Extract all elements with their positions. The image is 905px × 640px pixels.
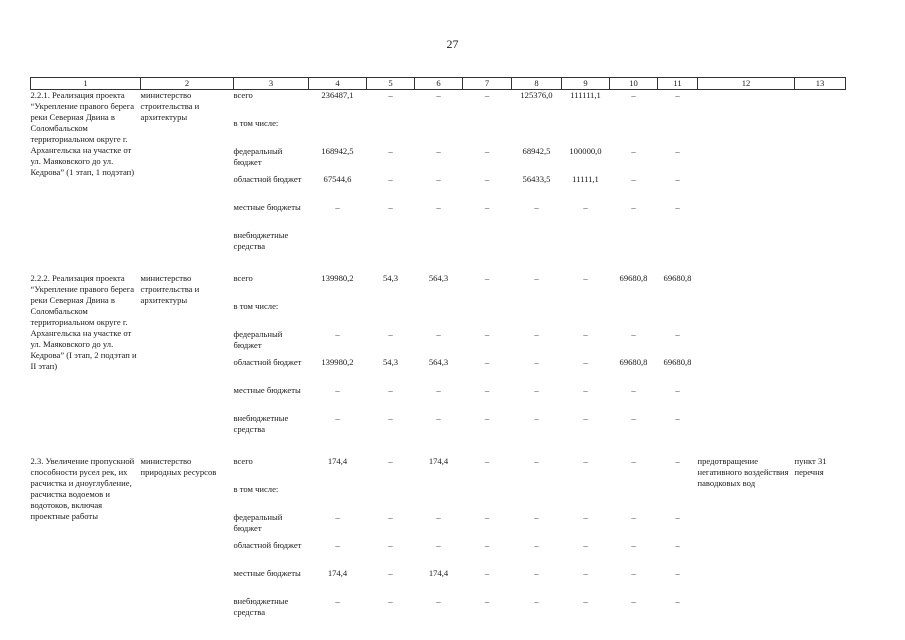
amount-cell bbox=[658, 301, 698, 329]
amount-cell: – bbox=[675, 568, 680, 578]
col-header-5: 5 bbox=[367, 78, 415, 90]
amount-cell: – bbox=[631, 596, 636, 606]
amount-cell: 139980,2 bbox=[321, 273, 354, 283]
amount-cell: – bbox=[631, 385, 636, 395]
funding-source: всего bbox=[233, 456, 253, 466]
amount-cell: – bbox=[675, 540, 680, 550]
amount-cell bbox=[562, 118, 610, 146]
amount-cell: – bbox=[335, 385, 340, 395]
amount-cell: – bbox=[631, 512, 636, 522]
funding-source: местные бюджеты bbox=[233, 568, 301, 578]
amount-cell: – bbox=[388, 174, 393, 184]
amount-cell: 54,3 bbox=[382, 357, 399, 367]
amount-cell: 174,4 bbox=[327, 456, 348, 466]
col-header-7: 7 bbox=[463, 78, 512, 90]
amount-cell: – bbox=[583, 413, 588, 423]
amount-cell bbox=[415, 301, 463, 329]
amount-cell: 69680,8 bbox=[663, 273, 692, 283]
amount-cell bbox=[512, 484, 562, 512]
block-spacer bbox=[31, 258, 846, 273]
amount-cell: – bbox=[675, 146, 680, 156]
amount-cell: – bbox=[436, 413, 441, 423]
amount-cell: – bbox=[484, 456, 490, 466]
amount-cell: – bbox=[484, 512, 490, 522]
amount-cell: – bbox=[534, 385, 539, 395]
amount-cell: – bbox=[335, 512, 340, 522]
amount-cell: 56433,5 bbox=[522, 174, 551, 184]
amount-cell: – bbox=[583, 273, 588, 283]
indicator-link: пункт 31 перечня bbox=[794, 456, 827, 477]
amount-cell: – bbox=[335, 202, 340, 212]
table-row bbox=[31, 90, 846, 119]
amount-cell: – bbox=[484, 90, 490, 100]
amount-cell: – bbox=[583, 202, 588, 212]
amount-cell: – bbox=[436, 540, 441, 550]
amount-cell: 139980,2 bbox=[321, 357, 354, 367]
expected-result bbox=[698, 90, 795, 259]
funding-source: местные бюджеты bbox=[233, 202, 301, 212]
amount-cell: 67544,6 bbox=[323, 174, 352, 184]
spacer-cell bbox=[31, 258, 846, 273]
amount-cell: – bbox=[388, 512, 393, 522]
amount-cell: – bbox=[675, 512, 680, 522]
amount-cell: – bbox=[675, 202, 680, 212]
col-header-13: 13 bbox=[795, 78, 846, 90]
funding-source: всего bbox=[233, 90, 253, 100]
amount-cell: 69680,8 bbox=[619, 357, 648, 367]
amount-cell bbox=[610, 301, 658, 329]
amount-cell bbox=[367, 118, 415, 146]
amount-cell bbox=[415, 484, 463, 512]
amount-cell: – bbox=[484, 146, 490, 156]
amount-cell: – bbox=[534, 413, 539, 423]
amount-cell: – bbox=[335, 413, 340, 423]
amount-cell: – bbox=[335, 596, 340, 606]
col-header-9: 9 bbox=[562, 78, 610, 90]
amount-cell: – bbox=[484, 329, 490, 339]
amount-cell: – bbox=[436, 329, 441, 339]
amount-cell: – bbox=[484, 413, 490, 423]
executor: министерство строительства и архитектуры bbox=[140, 273, 200, 305]
measure-name: 2.2.1. Реализация проекта “Укрепление правого берега реки Северная Двина в Соломбальском территориальном округе г. Архангельска на участке от ул. Маяковского до ул. Кедрова” (1 этап, 1 подэтап) bbox=[30, 90, 135, 177]
amount-cell: – bbox=[675, 456, 680, 466]
funding-source: в том числе: bbox=[233, 118, 279, 128]
amount-cell: – bbox=[675, 329, 680, 339]
amount-cell: – bbox=[675, 596, 680, 606]
amount-cell: – bbox=[583, 456, 588, 466]
col-header-10: 10 bbox=[610, 78, 658, 90]
funding-source: областной бюджет bbox=[233, 540, 302, 550]
amount-cell bbox=[309, 301, 367, 329]
header-row bbox=[31, 78, 846, 90]
amount-cell: – bbox=[631, 540, 636, 550]
amount-cell bbox=[562, 301, 610, 329]
amount-cell: – bbox=[436, 174, 441, 184]
amount-cell: – bbox=[388, 385, 393, 395]
measure-name: 2.3. Увеличение пропускной способности русел рек, их расчистка и дноуглубление, расчистка водоемов и водотоков, включая проектные работы bbox=[30, 456, 135, 521]
amount-cell: – bbox=[631, 146, 636, 156]
amount-cell bbox=[463, 301, 512, 329]
amount-cell: – bbox=[436, 512, 441, 522]
program-table bbox=[30, 77, 846, 624]
amount-cell: – bbox=[631, 456, 636, 466]
expected-result bbox=[698, 273, 795, 441]
funding-source: в том числе: bbox=[233, 484, 279, 494]
amount-cell: – bbox=[583, 385, 588, 395]
amount-cell: – bbox=[484, 357, 490, 367]
amount-cell: – bbox=[583, 596, 588, 606]
amount-cell bbox=[309, 230, 367, 258]
amount-cell: – bbox=[534, 512, 539, 522]
amount-cell: – bbox=[436, 146, 441, 156]
block-spacer bbox=[31, 441, 846, 456]
amount-cell bbox=[562, 484, 610, 512]
amount-cell: – bbox=[583, 357, 588, 367]
amount-cell: 69680,8 bbox=[663, 357, 692, 367]
amount-cell: – bbox=[388, 202, 393, 212]
amount-cell: – bbox=[631, 413, 636, 423]
amount-cell: 168942,5 bbox=[321, 146, 354, 156]
amount-cell: – bbox=[388, 540, 393, 550]
amount-cell bbox=[610, 230, 658, 258]
amount-cell: – bbox=[534, 273, 539, 283]
amount-cell: – bbox=[675, 174, 680, 184]
col-header-8: 8 bbox=[512, 78, 562, 90]
amount-cell bbox=[658, 230, 698, 258]
funding-source: всего bbox=[233, 273, 253, 283]
amount-cell: – bbox=[534, 568, 539, 578]
amount-cell bbox=[512, 118, 562, 146]
amount-cell: – bbox=[388, 456, 393, 466]
amount-cell bbox=[415, 230, 463, 258]
amount-cell: – bbox=[583, 540, 588, 550]
amount-cell: – bbox=[388, 413, 393, 423]
amount-cell: 54,3 bbox=[382, 273, 399, 283]
amount-cell: – bbox=[631, 202, 636, 212]
table-body bbox=[31, 90, 846, 625]
amount-cell: – bbox=[534, 202, 539, 212]
amount-cell: – bbox=[583, 512, 588, 522]
col-header-12: 12 bbox=[698, 78, 795, 90]
funding-source: федеральный бюджет bbox=[233, 512, 283, 533]
amount-cell bbox=[610, 484, 658, 512]
amount-cell: – bbox=[436, 596, 441, 606]
amount-cell: 564,3 bbox=[428, 357, 449, 367]
table-row bbox=[31, 273, 846, 301]
amount-cell: – bbox=[583, 568, 588, 578]
amount-cell bbox=[367, 301, 415, 329]
amount-cell: – bbox=[484, 596, 490, 606]
amount-cell: – bbox=[388, 596, 393, 606]
amount-cell: – bbox=[484, 174, 490, 184]
amount-cell: – bbox=[631, 329, 636, 339]
amount-cell bbox=[463, 118, 512, 146]
amount-cell bbox=[463, 230, 512, 258]
col-header-11: 11 bbox=[658, 78, 698, 90]
amount-cell: – bbox=[484, 385, 490, 395]
funding-source: областной бюджет bbox=[233, 174, 302, 184]
amount-cell: – bbox=[631, 174, 636, 184]
amount-cell: – bbox=[436, 385, 441, 395]
amount-cell: – bbox=[484, 568, 490, 578]
amount-cell: 174,4 bbox=[428, 456, 449, 466]
amount-cell bbox=[658, 484, 698, 512]
amount-cell: – bbox=[675, 385, 680, 395]
indicator-link bbox=[795, 90, 846, 259]
col-header-2: 2 bbox=[141, 78, 234, 90]
amount-cell: 11111,1 bbox=[572, 174, 599, 184]
amount-cell bbox=[309, 118, 367, 146]
funding-source: внебюджетные средства bbox=[233, 230, 289, 251]
amount-cell: – bbox=[388, 146, 393, 156]
funding-source: федеральный бюджет bbox=[233, 146, 283, 167]
amount-cell: – bbox=[534, 540, 539, 550]
amount-cell: 125376,0 bbox=[520, 90, 553, 100]
amount-cell: 174,4 bbox=[428, 568, 449, 578]
amount-cell bbox=[658, 118, 698, 146]
amount-cell: – bbox=[335, 329, 340, 339]
amount-cell bbox=[512, 301, 562, 329]
amount-cell: – bbox=[583, 329, 588, 339]
amount-cell: – bbox=[436, 202, 441, 212]
col-header-6: 6 bbox=[415, 78, 463, 90]
funding-source: местные бюджеты bbox=[233, 385, 301, 395]
page-number: 27 bbox=[446, 37, 459, 51]
indicator-link bbox=[795, 273, 846, 441]
amount-cell bbox=[367, 230, 415, 258]
spacer-cell bbox=[31, 441, 846, 456]
amount-cell bbox=[367, 484, 415, 512]
amount-cell: – bbox=[631, 90, 636, 100]
amount-cell: 68942,5 bbox=[522, 146, 551, 156]
funding-source: в том числе: bbox=[233, 301, 279, 311]
amount-cell bbox=[463, 484, 512, 512]
amount-cell: – bbox=[675, 413, 680, 423]
amount-cell: – bbox=[675, 90, 680, 100]
amount-cell: – bbox=[388, 90, 393, 100]
amount-cell bbox=[309, 484, 367, 512]
executor: министерство природных ресурсов bbox=[140, 456, 217, 477]
amount-cell: – bbox=[534, 596, 539, 606]
executor: министерство строительства и архитектуры bbox=[140, 90, 200, 122]
col-header-3: 3 bbox=[234, 78, 309, 90]
amount-cell bbox=[562, 230, 610, 258]
amount-cell bbox=[610, 118, 658, 146]
amount-cell: 69680,8 bbox=[619, 273, 648, 283]
amount-cell: – bbox=[484, 202, 490, 212]
funding-source: внебюджетные средства bbox=[233, 596, 289, 617]
amount-cell: 100000,0 bbox=[569, 146, 602, 156]
col-header-4: 4 bbox=[309, 78, 367, 90]
amount-cell: 111111,1 bbox=[570, 90, 601, 100]
col-header-1: 1 bbox=[31, 78, 141, 90]
amount-cell: – bbox=[534, 456, 539, 466]
measure-name: 2.2.2. Реализация проекта “Укрепление правого берега реки Северная Двина в Соломбальском территориальном округе г. Архангельска на участке от ул. Маяковского до ул. Кедрова” (I этап, 2 подэтап и II этап) bbox=[30, 273, 137, 371]
amount-cell: – bbox=[534, 329, 539, 339]
amount-cell: 236487,1 bbox=[321, 90, 354, 100]
amount-cell: 174,4 bbox=[327, 568, 348, 578]
amount-cell: 564,3 bbox=[428, 273, 449, 283]
amount-cell: – bbox=[335, 540, 340, 550]
amount-cell: – bbox=[534, 357, 539, 367]
amount-cell bbox=[512, 230, 562, 258]
expected-result: предотвращение негативного воздействия паводковых вод bbox=[697, 456, 789, 488]
amount-cell: – bbox=[631, 568, 636, 578]
table-row bbox=[31, 456, 846, 484]
funding-source: внебюджетные средства bbox=[233, 413, 289, 434]
amount-cell: – bbox=[436, 90, 441, 100]
amount-cell: – bbox=[484, 540, 490, 550]
funding-source: федеральный бюджет bbox=[233, 329, 283, 350]
amount-cell: – bbox=[388, 329, 393, 339]
amount-cell: – bbox=[484, 273, 490, 283]
amount-cell: – bbox=[388, 568, 393, 578]
funding-source: областной бюджет bbox=[233, 357, 302, 367]
amount-cell bbox=[415, 118, 463, 146]
